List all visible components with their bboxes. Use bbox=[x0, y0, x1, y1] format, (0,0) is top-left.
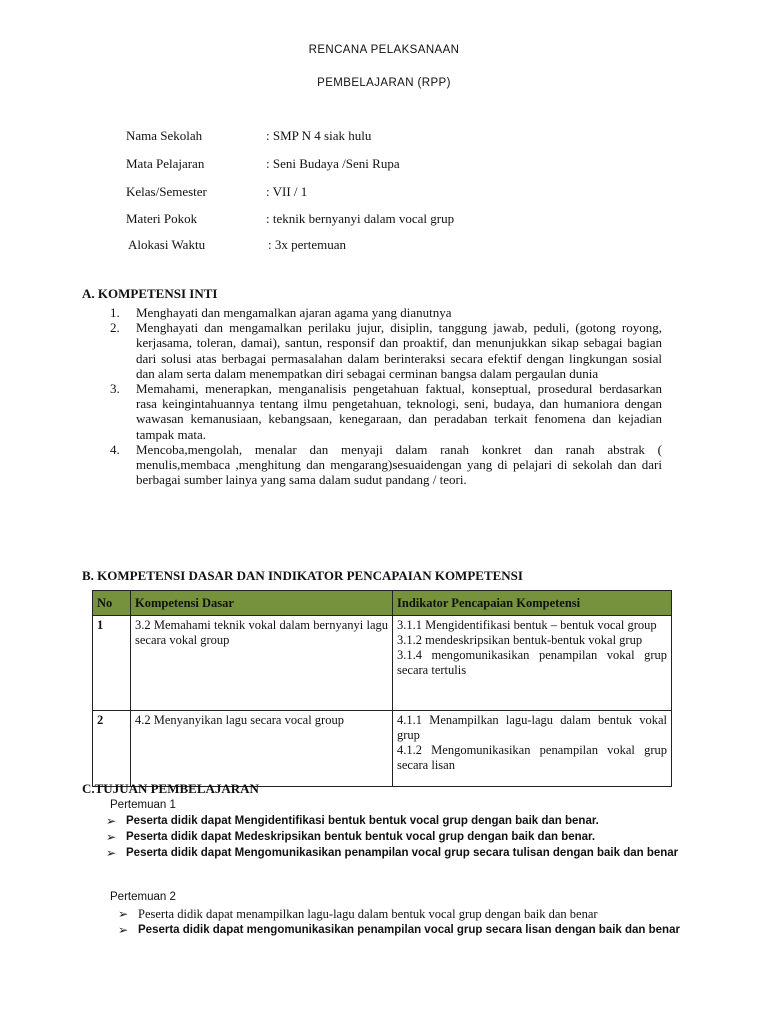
objective-text: Peserta didik dapat Medeskripsikan bentuk bentuk vocal grup dengan baik dan benar. bbox=[126, 831, 596, 843]
section-heading-tujuan: C.TUJUAN PEMBELAJARAN bbox=[82, 781, 259, 796]
list-number: 2. bbox=[110, 320, 120, 336]
list-item bbox=[110, 442, 662, 488]
kd-table bbox=[92, 590, 672, 787]
identity-row-class bbox=[126, 184, 307, 200]
table-row bbox=[93, 616, 672, 711]
identity-row-subject bbox=[126, 156, 400, 172]
meeting2-objectives bbox=[118, 906, 697, 938]
indicator-text: 4.1.2 Mengomunikasikan penampilan vokal grup secara lisan bbox=[397, 743, 667, 772]
identity-label: Kelas/Semester bbox=[126, 184, 207, 199]
column-header: Indikator Pencapaian Kompetensi bbox=[393, 591, 672, 616]
identity-value: : 3x pertemuan bbox=[268, 237, 346, 252]
list-number: 4. bbox=[110, 441, 120, 457]
table-cell-indicators bbox=[393, 711, 672, 787]
table-cell-kd: 3.2 Memahami teknik vokal dalam bernyanyi lagu secara vokal group bbox=[131, 616, 393, 711]
list-item bbox=[110, 305, 662, 320]
list-text: Menghayati dan mengamalkan ajaran agama yang dianutnya bbox=[136, 305, 452, 320]
arrow-bullet-icon: ➢ bbox=[106, 846, 117, 860]
section-heading-kd: B. KOMPETENSI DASAR DAN INDIKATOR PENCAPAIAN KOMPETENSI bbox=[82, 568, 523, 583]
table-cell-kd: 4.2 Menyanyikan lagu secara vocal group bbox=[131, 711, 393, 787]
list-item bbox=[118, 906, 697, 922]
arrow-bullet-icon: ➢ bbox=[106, 830, 117, 844]
identity-value: : teknik bernyanyi dalam vocal grup bbox=[266, 211, 455, 226]
ki-list bbox=[110, 305, 662, 487]
arrow-bullet-icon: ➢ bbox=[118, 907, 129, 921]
arrow-bullet-icon: ➢ bbox=[118, 923, 129, 937]
table-header-row bbox=[93, 591, 672, 616]
objective-text: Peserta didik dapat Mengidentifikasi bentuk bentuk vocal grup dengan baik dan benar. bbox=[126, 815, 599, 827]
list-item bbox=[106, 813, 697, 829]
list-item bbox=[110, 381, 662, 442]
objective-text: Peserta didik dapat menampilkan lagu-lagu dalam bentuk vocal grup dengan baik dan benar bbox=[138, 907, 598, 921]
table-cell-no: 1 bbox=[93, 616, 131, 711]
list-text: Menghayati dan mengamalkan perilaku jujur, disiplin, tanggung jawab, peduli, (gotong royong, kerjasama, toleran, damai), santun, responsif dan proaktif, dan menunjukkan sikap sebagai bagian dari solusi atas berbagai permasalahan dalam berinteraksi secara efektif dengan lingkungan sosial dan alam serta dalam menempatkan diri sebagai cerminan bangsa dalam pergaulan dunia bbox=[136, 320, 662, 381]
list-item bbox=[106, 845, 697, 861]
arrow-bullet-icon: ➢ bbox=[106, 814, 117, 828]
objective-text: Peserta didik dapat mengomunikasikan penampilan vocal grup secara lisan dengan baik dan benar bbox=[138, 924, 680, 936]
column-header: No bbox=[93, 591, 131, 616]
identity-row-topic bbox=[126, 211, 454, 227]
table-row bbox=[93, 711, 672, 787]
list-item bbox=[110, 320, 662, 381]
identity-value: : SMP N 4 siak hulu bbox=[266, 128, 372, 143]
identity-value: : VII / 1 bbox=[266, 184, 308, 199]
table-cell-indicators bbox=[393, 616, 672, 711]
identity-row-time bbox=[128, 237, 346, 253]
indicator-text: 3.1.1 Mengidentifikasi bentuk – bentuk vocal group bbox=[397, 618, 657, 632]
meeting1-objectives bbox=[106, 813, 697, 861]
meeting-label-2: Pertemuan 2 bbox=[110, 891, 176, 903]
table-cell-no: 2 bbox=[93, 711, 131, 787]
identity-label: Nama Sekolah bbox=[126, 128, 203, 143]
column-header: Kompetensi Dasar bbox=[131, 591, 393, 616]
identity-label: Alokasi Waktu bbox=[128, 237, 206, 252]
indicator-text: 4.1.1 Menampilkan lagu-lagu dalam bentuk vokal grup bbox=[397, 713, 667, 742]
list-text: Memahami, menerapkan, menganalisis pengetahuan faktual, konseptual, prosedural berdasarkan rasa keingintahuannya tentang ilmu pengetahuan, teknologi, seni, budaya, dan humaniora dengan wawasan kemanusiaan, kebangsaan, kenegaraan, dan peradaban terkait fenomena dan kejadian tampak mata. bbox=[136, 381, 662, 442]
identity-row-school bbox=[126, 128, 371, 144]
identity-label: Mata Pelajaran bbox=[126, 156, 205, 171]
list-number: 3. bbox=[110, 381, 120, 397]
list-item bbox=[118, 922, 697, 938]
meeting-label-1: Pertemuan 1 bbox=[110, 799, 176, 811]
identity-value: : Seni Budaya /Seni Rupa bbox=[266, 156, 400, 171]
identity-label: Materi Pokok bbox=[126, 211, 198, 226]
objective-text: Peserta didik dapat Mengomunikasikan penampilan vocal grup secara tulisan dengan baik dan benar bbox=[126, 847, 679, 859]
list-item bbox=[106, 829, 697, 845]
list-number: 1. bbox=[110, 305, 120, 320]
section-heading-ki: A. KOMPETENSI INTI bbox=[82, 286, 218, 301]
doc-title-line1: RENCANA PELAKSANAAN bbox=[308, 44, 460, 56]
list-text: Mencoba,mengolah, menalar dan menyaji dalam ranah konkret dan ranah abstrak ( menulis,membaca ,menghitung dan mengarang)sesuaidengan yang di pelajari di sekolah dan dari berbagai sumber lainya yang sama dalam sudut pandang / teori. bbox=[136, 441, 662, 488]
indicator-text: 3.1.2 mendeskripsikan bentuk-bentuk vokal grup bbox=[397, 633, 643, 647]
indicator-text: 3.1.4 mengomunikasikan penampilan vokal grup secara tertulis bbox=[397, 648, 667, 677]
doc-title-line2: PEMBELAJARAN (RPP) bbox=[317, 77, 451, 89]
